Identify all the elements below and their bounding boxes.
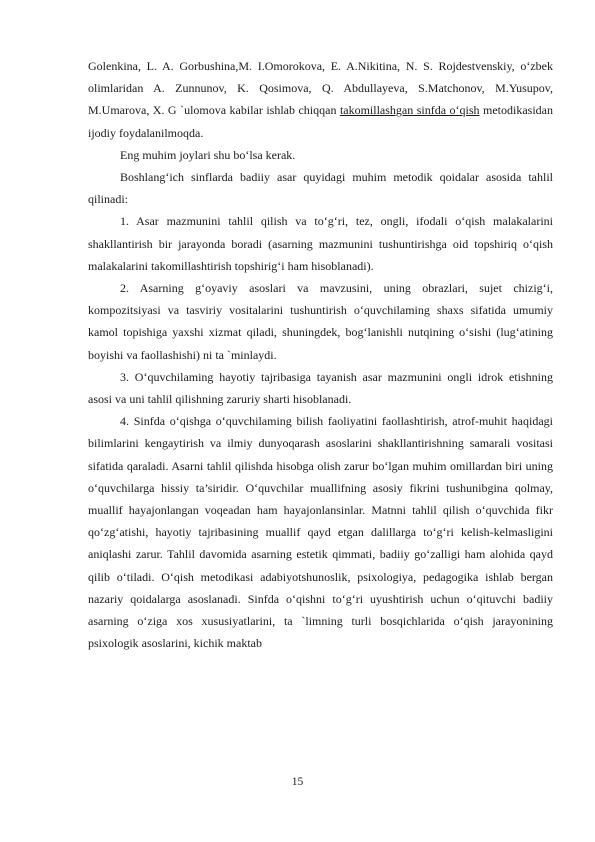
paragraph-text: Golenkina, L. A. Gorbushina,M. I.Omorokova, E. A.Nikitina, N. S. Rojdestvenskiy, o‘zbek olimlaridan A. Zunnunov, K. Qosimova, Q. Abdullayeva, S.Matchonov, M.Yusupov, M.Umarova, X. G `ulomova kabilar ishlab chiqqan [88, 59, 553, 118]
paragraph: Eng muhim joylari shu bo‘lsa kerak. [120, 147, 296, 162]
list-item-1: 1. Asar mazmunini tahlil qilish va to‘g‘ri, tez, ongli, ifodali o‘qish malakalarini shakllantirish bir jarayonda boradi (asarning mazmunini tushuntirishga oid topshiriq o‘qish malakalarini takomillashtirish topshirig‘i ham hisoblanadi). [88, 214, 553, 273]
underlined-link[interactable]: takomillashgan sinfda o‘qish [339, 103, 480, 118]
page-number: 15 [291, 776, 304, 788]
paragraph-references [88, 55, 553, 144]
paragraph: Boshlang‘ich sinflarda badiiy asar quyidagi muhim metodik qoidalar asosida tahlil qilinadi: [88, 170, 553, 207]
list-item-4: 4. Sinfda o‘qishga o‘quvchilaming bilish faoliyatini faollashtirish, atrof-muhit haqidagi bilimlarini kengaytirish va ilmiy dunyoqarash asoslarini shakllantirishning samarali vositasi sifatida qaraladi. Asarni tahlil qilishda hisobga olish zarur bo‘lgan muhim omillardan biri uning o‘quvchilarga hissiy ta’siridir. O‘quvchilar muallifning asosiy fikrini tushunibgina qolmay, muallif hayajonlangan voqeadan ham hayajonlansinlar. Matnni tahlil qilish o‘quvchida fikr qo‘zg‘atishi, hayotiy tajribasining muallif qayd etgan dalillarga to‘g‘ri kelish-kelmasligini aniqlashi zarur. Tahlil davomida asarning estetik qimmati, badiiy go‘zalligi ham alohida qayd qilib o‘tiladi. O‘qish metodikasi adabiyotshunoslik, psixologiya, pedagogika ishlab bergan nazariy qoidalarga asoslanadi. Sinfda o‘qishni to‘g‘ri uyushtirish uchun o‘qituvchi badiiy asarning o‘ziga xos xususiyatlarini, ta `limning turli bosqichlarida o‘qish jarayonining psixologik asoslarini, kichik maktab [88, 414, 553, 651]
paragraph-text: metodikasidan ijodiy foydalanilmoqda. [88, 103, 554, 140]
list-item-2: 2. Asarning g‘oyaviy asoslari va mavzusini, uning obrazlari, sujet chizig‘i, kompozitsiyasi va tasviriy vositalarini tushuntirish o‘quvchilaming shaxs sifatida umumiy kamol topishiga yaxshi xizmat qiladi, shuningdek, bog‘lanishli nutqining o‘sishi (lug‘atining boyishi va faollashishi) ni ta `minlaydi. [88, 281, 553, 362]
body-text [88, 55, 553, 654]
list-item-3: 3. O‘quvchilaming hayotiy tajribasiga tayanish asar mazmunini ongli idrok etishning asosi va uni tahlil qilishning zaruriy sharti hisoblanadi. [88, 369, 553, 407]
